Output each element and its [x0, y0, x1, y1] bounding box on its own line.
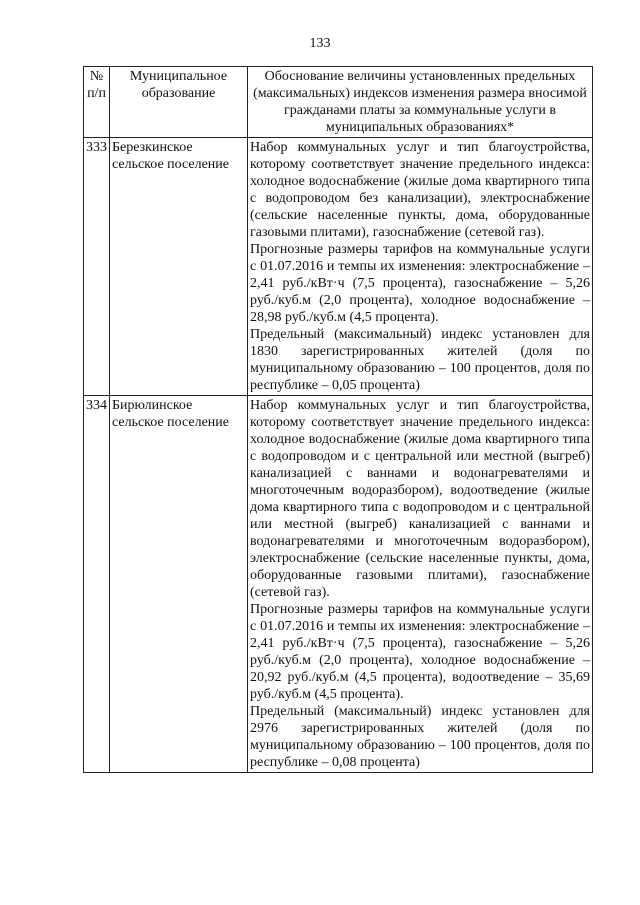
header-municipality: Муниципальное образование	[110, 67, 248, 138]
paragraph-utility-set: Набор коммунальных услуг и тип благоустройства, которому соответствует значение предельного индекса: холодное водоснабжение (жилые дома квартирного типа с водопроводом без канализации), электроснабжение (сельские населенные пункты, дома, оборудованные газовыми плитами), газоснабжение (сетевой газ).	[250, 140, 590, 240]
header-justification: Обоснование величины установленных предельных (максимальных) индексов изменения размера вносимой гражданами платы за коммунальные услуги в муниципальных образованиях*	[248, 67, 593, 138]
paragraph-index-residents: Предельный (максимальный) индекс установлен для 2976 зарегистрированных жителей (доля по муниципальному образованию – 100 процентов, доля по республике – 0,08 процента)	[250, 704, 590, 770]
header-num: № п/п	[84, 67, 110, 138]
paragraph-tariff-forecast: Прогнозные размеры тарифов на коммунальные услуги с 01.07.2016 и темпы их изменения: электроснабжение – 2,41 руб./кВт·ч (7,5 процента), газоснабжение – 5,26 руб./куб.м (2,0 процента), холодное водоснабжение – 20,92 руб./куб.м (4,5 процента), водоотведение – 35,69 руб./куб.м (4,5 процента).	[250, 602, 590, 702]
row-municipality: Березкинское сельское поселение	[110, 138, 248, 396]
page-number: 133	[309, 36, 331, 51]
row-justification	[248, 396, 593, 773]
table-header-row	[84, 67, 593, 138]
row-municipality: Бирюлинское сельское поселение	[110, 396, 248, 773]
row-number: 334	[84, 396, 110, 773]
table-row	[84, 396, 593, 773]
table-row	[84, 138, 593, 396]
row-justification	[248, 138, 593, 396]
paragraph-utility-set: Набор коммунальных услуг и тип благоустройства, которому соответствует значение предельного индекса: холодное водоснабжение (жилые дома квартирного типа с водопроводом и с центральной или местной (выгреб) канализацией с ваннами и водонагревателями и многоточечным водоразбором), водоотведение (жилые дома квартирного типа с водопроводом и с центральной или местной (выгреб) канализацией с ваннами и водонагревателями и многоточечным водоразбором), электроснабжение (сельские населенные пункты, дома, оборудованные газовыми плитами), газоснабжение (сетевой газ).	[250, 398, 590, 600]
row-number: 333	[84, 138, 110, 396]
paragraph-index-residents: Предельный (максимальный) индекс установлен для 1830 зарегистрированных жителей (доля по муниципальному образованию – 100 процентов, доля по республике – 0,05 процента)	[250, 327, 590, 393]
paragraph-tariff-forecast: Прогнозные размеры тарифов на коммунальные услуги с 01.07.2016 и темпы их изменения: электроснабжение – 2,41 руб./кВт·ч (7,5 процента), газоснабжение – 5,26 руб./куб.м (2,0 процента), холодное водоснабжение – 28,98 руб./куб.м (4,5 процента).	[250, 242, 590, 325]
municipal-index-table	[83, 66, 593, 773]
